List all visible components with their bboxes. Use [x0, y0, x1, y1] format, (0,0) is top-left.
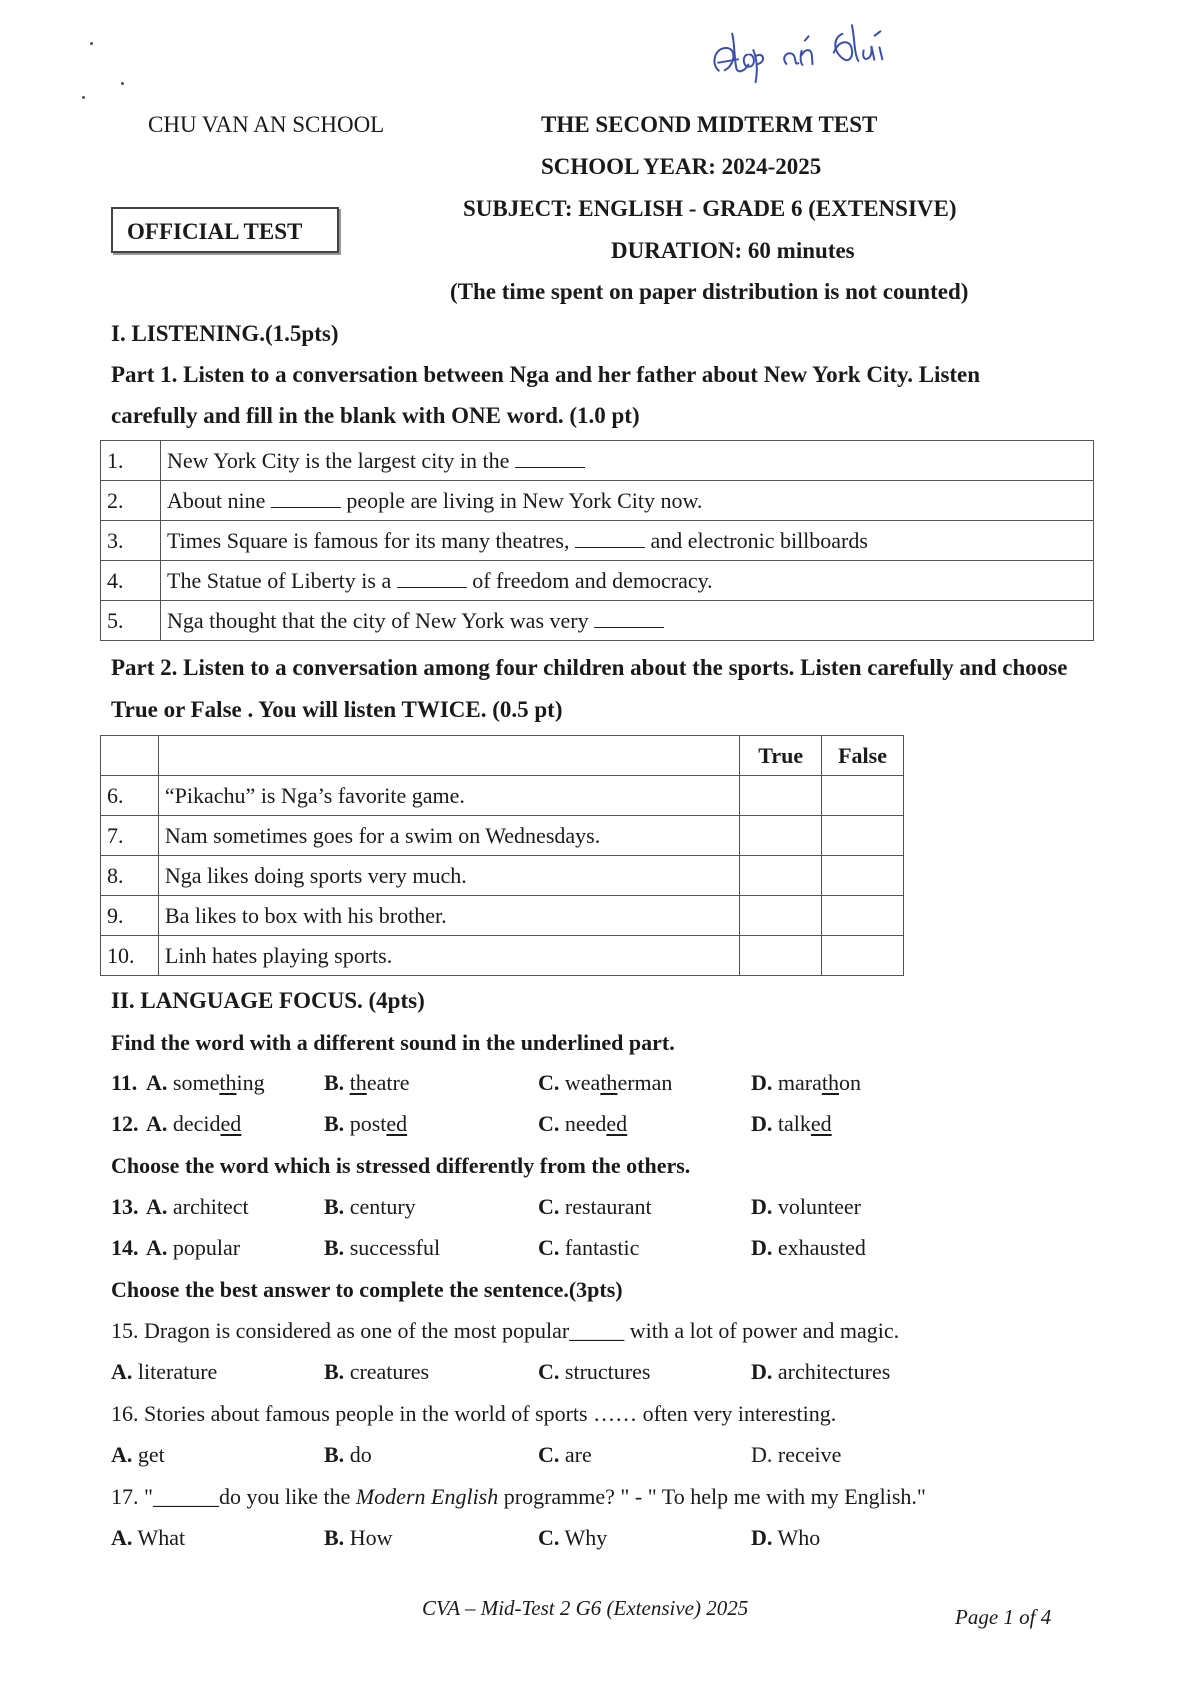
- answer-blank[interactable]: [515, 449, 585, 468]
- q16-option-a[interactable]: A. get: [111, 1442, 165, 1467]
- scan-speck: [90, 42, 93, 45]
- handwriting-signature: [702, 12, 926, 91]
- q13-option-c[interactable]: C. restaurant: [538, 1194, 652, 1219]
- part2-instruction-line2: True or False . You will listen TWICE. (0.5 pt): [111, 697, 563, 722]
- true-checkbox-cell[interactable]: [740, 816, 822, 856]
- question-13: [111, 1194, 1111, 1224]
- false-checkbox-cell[interactable]: [822, 896, 904, 936]
- part2-header-statement: [158, 736, 739, 776]
- part2-item-statement: “Pikachu” is Nga’s favorite game.: [158, 776, 739, 816]
- question-11: [111, 1070, 1111, 1100]
- distribution-note: (The time spent on paper distribution is not counted): [450, 279, 969, 304]
- part2-header-false: False: [822, 736, 904, 776]
- part2-item-statement: Linh hates playing sports.: [158, 936, 739, 976]
- duration-line: DURATION: 60 minutes: [611, 238, 855, 263]
- part2-item-statement: Ba likes to box with his brother.: [158, 896, 739, 936]
- part1-instruction-line2: carefully and fill in the blank with ONE word. (1.0 pt): [111, 403, 640, 428]
- part1-row: [101, 521, 1094, 561]
- part2-header-true: True: [740, 736, 822, 776]
- q16-option-b[interactable]: B. do: [324, 1442, 372, 1467]
- part1-table: [100, 440, 1094, 641]
- part1-item-text: The Statue of Liberty is a of freedom and democracy.: [161, 561, 1094, 601]
- q13-option-d[interactable]: D. volunteer: [751, 1194, 861, 1219]
- q12-option-a[interactable]: A. decided: [146, 1111, 242, 1136]
- part1-item-number: 2.: [101, 481, 161, 521]
- q11-option-a[interactable]: A. something: [146, 1070, 265, 1095]
- part2-row: [101, 776, 904, 816]
- footer-code: CVA – Mid-Test 2 G6 (Extensive) 2025: [422, 1596, 749, 1620]
- q14-option-b[interactable]: B. successful: [324, 1235, 441, 1260]
- q11-option-b[interactable]: B. theatre: [324, 1070, 410, 1095]
- part2-item-number: 7.: [101, 816, 159, 856]
- part1-item-text: Nga thought that the city of New York was very: [161, 601, 1094, 641]
- language-heading: II. LANGUAGE FOCUS. (4pts): [111, 988, 425, 1013]
- true-checkbox-cell[interactable]: [740, 856, 822, 896]
- q17-option-c[interactable]: C. Why: [538, 1525, 608, 1550]
- official-test-badge: OFFICIAL TEST: [111, 207, 339, 253]
- part1-item-number: 4.: [101, 561, 161, 601]
- subject-line: SUBJECT: ENGLISH - GRADE 6 (EXTENSIVE): [463, 196, 957, 221]
- part2-item-number: 9.: [101, 896, 159, 936]
- question-12: [111, 1111, 1111, 1141]
- q17-option-d[interactable]: D. Who: [751, 1525, 821, 1550]
- part2-item-number: 8.: [101, 856, 159, 896]
- q12-option-b[interactable]: B. posted: [324, 1111, 408, 1136]
- part1-item-text: About nine people are living in New York City now.: [161, 481, 1094, 521]
- part2-instruction-line1: Part 2. Listen to a conversation among four children about the sports. Listen carefully and choose: [111, 655, 1068, 680]
- part1-item-number: 1.: [101, 441, 161, 481]
- q12-option-c[interactable]: C. needed: [538, 1111, 628, 1136]
- q15-option-c[interactable]: C. structures: [538, 1359, 651, 1384]
- false-checkbox-cell[interactable]: [822, 936, 904, 976]
- part2-header-num: [101, 736, 159, 776]
- part2-table: [100, 735, 904, 976]
- q15-option-b[interactable]: B. creatures: [324, 1359, 430, 1384]
- part1-row: [101, 601, 1094, 641]
- part2-item-number: 10.: [101, 936, 159, 976]
- part1-item-number: 3.: [101, 521, 161, 561]
- school-name: CHU VAN AN SCHOOL: [148, 112, 385, 137]
- question-15-options: [111, 1359, 1111, 1389]
- part2-item-statement: Nga likes doing sports very much.: [158, 856, 739, 896]
- q15-stem: 15. Dragon is considered as one of the most popular_____ with a lot of power and magic.: [111, 1318, 900, 1343]
- part2-item-number: 6.: [101, 776, 159, 816]
- false-checkbox-cell[interactable]: [822, 856, 904, 896]
- school-year: SCHOOL YEAR: 2024-2025: [541, 154, 822, 179]
- answer-blank[interactable]: [594, 609, 664, 628]
- stress-instruction: Choose the word which is stressed differently from the others.: [111, 1153, 691, 1178]
- test-title: THE SECOND MIDTERM TEST: [541, 112, 878, 137]
- part2-row: [101, 896, 904, 936]
- q14-option-c[interactable]: C. fantastic: [538, 1235, 640, 1260]
- part2-item-statement: Nam sometimes goes for a swim on Wednesdays.: [158, 816, 739, 856]
- q16-option-d[interactable]: D. receive: [751, 1442, 842, 1467]
- answer-blank[interactable]: [575, 529, 645, 548]
- part1-row: [101, 561, 1094, 601]
- q13-option-a[interactable]: A. architect: [146, 1194, 249, 1219]
- q11-number: 11.: [111, 1070, 138, 1095]
- question-17-options: [111, 1525, 1111, 1555]
- q13-number: 13.: [111, 1194, 139, 1219]
- q14-number: 14.: [111, 1235, 139, 1260]
- part1-row: [101, 481, 1094, 521]
- best-answer-instruction: Choose the best answer to complete the sentence.(3pts): [111, 1277, 623, 1302]
- false-checkbox-cell[interactable]: [822, 816, 904, 856]
- q17-option-b[interactable]: B. How: [324, 1525, 393, 1550]
- page-number: Page 1 of 4: [955, 1605, 1052, 1629]
- sound-instruction: Find the word with a different sound in the underlined part.: [111, 1030, 675, 1055]
- question-14: [111, 1235, 1111, 1265]
- q14-option-a[interactable]: A. popular: [146, 1235, 241, 1260]
- true-checkbox-cell[interactable]: [740, 936, 822, 976]
- scan-speck: [82, 96, 85, 99]
- part1-row: [101, 441, 1094, 481]
- q15-option-d[interactable]: D. architectures: [751, 1359, 891, 1384]
- q15-option-a[interactable]: A. literature: [111, 1359, 218, 1384]
- q13-option-b[interactable]: B. century: [324, 1194, 416, 1219]
- handwritten-note: [702, 12, 927, 101]
- part2-row: [101, 936, 904, 976]
- answer-blank[interactable]: [397, 569, 467, 588]
- true-checkbox-cell[interactable]: [740, 776, 822, 816]
- q11-option-d[interactable]: D. marathon: [751, 1070, 861, 1095]
- true-checkbox-cell[interactable]: [740, 896, 822, 936]
- scan-speck: [121, 82, 124, 85]
- listening-heading: I. LISTENING.(1.5pts): [111, 321, 339, 346]
- q17-stem: 17. "______do you like the Modern English programme? " - " To help me with my English.": [111, 1484, 926, 1509]
- false-checkbox-cell[interactable]: [822, 776, 904, 816]
- q12-number: 12.: [111, 1111, 139, 1136]
- part1-item-text: Times Square is famous for its many theatres, and electronic billboards: [161, 521, 1094, 561]
- q16-stem: 16. Stories about famous people in the world of sports …… often very interesting.: [111, 1401, 837, 1426]
- part1-item-text: New York City is the largest city in the: [161, 441, 1094, 481]
- part2-row: [101, 816, 904, 856]
- q11-option-c[interactable]: C. weatherman: [538, 1070, 673, 1095]
- q16-option-c[interactable]: C. are: [538, 1442, 592, 1467]
- part1-item-number: 5.: [101, 601, 161, 641]
- q12-option-d[interactable]: D. talked: [751, 1111, 832, 1136]
- answer-blank[interactable]: [271, 489, 341, 508]
- q17-option-a[interactable]: A. What: [111, 1525, 186, 1550]
- question-16-options: [111, 1442, 1111, 1472]
- part2-row: [101, 856, 904, 896]
- part1-instruction-line1: Part 1. Listen to a conversation between Nga and her father about New York City. Listen: [111, 362, 981, 387]
- q14-option-d[interactable]: D. exhausted: [751, 1235, 866, 1260]
